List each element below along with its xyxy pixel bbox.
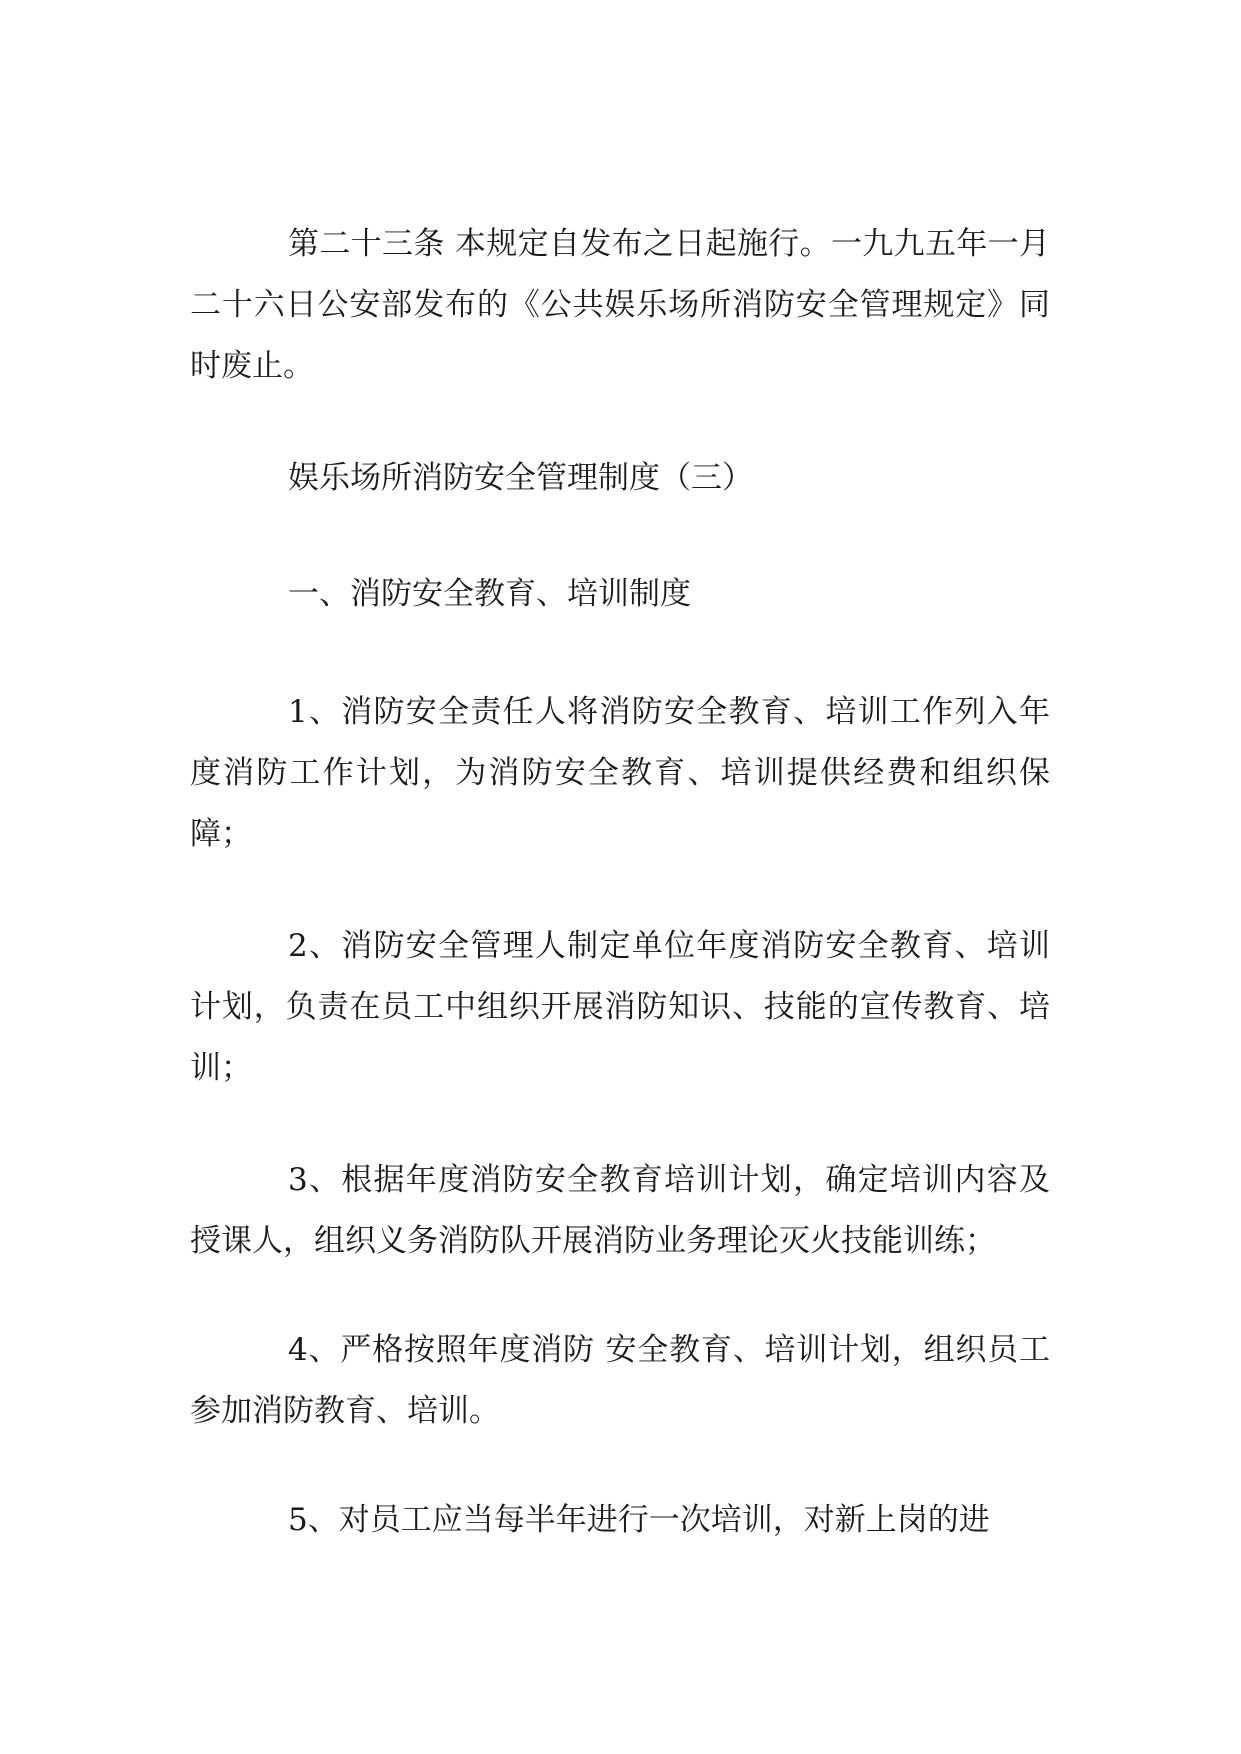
paragraph-article-23: 第二十三条 本规定自发布之日起施行。一九九五年一月二十六日公安部发布的《公共娱乐场所消防安全管理规定》同时废止。	[190, 226, 1050, 384]
section-title: 娱乐场所消防安全管理制度（三）	[288, 460, 753, 496]
subsection-heading: 一、消防安全教育、培训制度	[288, 576, 691, 612]
list-item-4: 4、严格按照年度消防 安全教育、培训计划，组织员工参加消防教育、培训。	[190, 1332, 1050, 1429]
list-item-2: 2、消防安全管理人制定单位年度消防安全教育、培训计划，负责在员工中组织开展消防知识、技能的宣传教育、培训；	[190, 928, 1050, 1086]
list-item-5: 5、对员工应当每半年进行一次培训，对新上岗的进	[288, 1502, 990, 1538]
list-item-1: 1、消防安全责任人将消防安全教育、培训工作列入年度消防工作计划，为消防安全教育、培训提供经费和组织保障；	[190, 694, 1050, 852]
list-item-3: 3、根据年度消防安全教育培训计划，确定培训内容及授课人，组织义务消防队开展消防业务理论灭火技能训练；	[190, 1162, 1050, 1259]
